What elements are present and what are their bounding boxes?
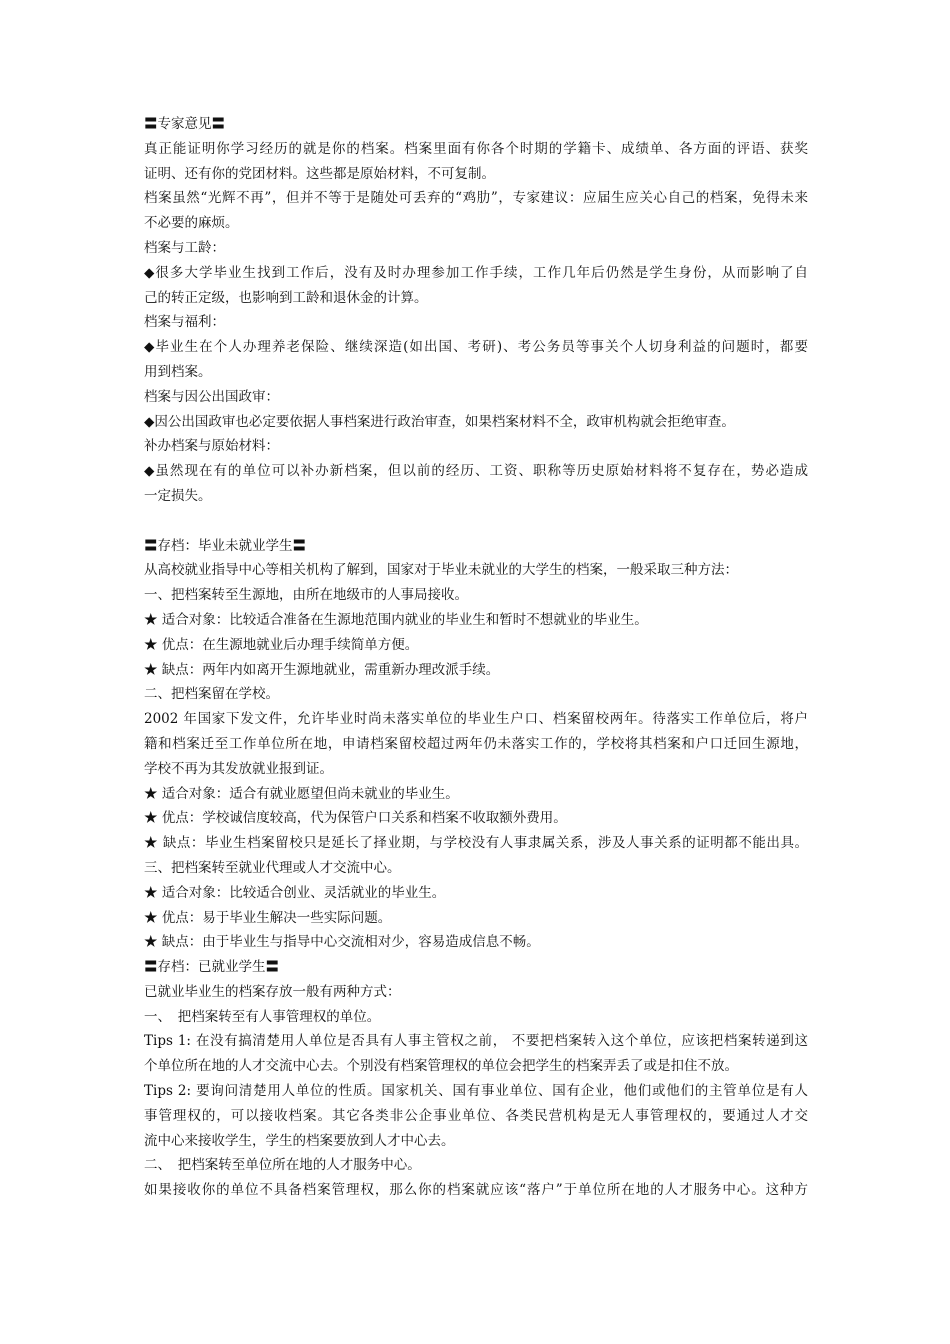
- text-line: 证明、还有你的党团材料。这些都是原始材料，不可复制。: [144, 165, 495, 182]
- text-line: 一、 把档案转至有人事管理权的单位。: [144, 1008, 381, 1025]
- text-line: ◆毕业生在个人办理养老保险、继续深造(如出国、考研)、考公务员等事关个人切身利益的问题时，都要: [144, 339, 808, 356]
- text-line: ★ 缺点：两年内如离开生源地就业，需重新办理改派手续。: [144, 661, 500, 678]
- text-line: ★ 缺点：毕业生档案留校只是延长了择业期，与学校没有人事隶属关系，涉及人事关系的证明都不能出具。: [144, 835, 808, 852]
- text-line: 〓存档：已就业学生〓: [144, 959, 279, 976]
- text-line: 不必要的麻烦。: [144, 215, 239, 232]
- text-line: 档案与因公出国政审：: [144, 388, 279, 405]
- text-line: Tips 2: 要询问清楚用人单位的性质。国家机关、国有事业单位、国有企业，他们或他们的主管单位是有人: [144, 1083, 808, 1100]
- text-line: 从高校就业指导中心等相关机构了解到，国家对于毕业未就业的大学生的档案，一般采取三种方法：: [144, 562, 738, 579]
- text-line: ◆很多大学毕业生找到工作后，没有及时办理参加工作手续，工作几年后仍然是学生身份，从而影响了自: [144, 264, 808, 281]
- text-line: 档案与工龄：: [144, 239, 225, 256]
- document-body: [144, 112, 808, 1203]
- text-line: 补办档案与原始材料：: [144, 438, 279, 455]
- text-line: 已就业毕业生的档案存放一般有两种方式：: [144, 983, 401, 1000]
- text-line: 一、把档案转至生源地，由所在地级市的人事局接收。: [144, 587, 468, 604]
- text-line: ◆因公出国政审也必定要依据人事档案进行政治审查，如果档案材料不全，政审机构就会拒绝审查。: [144, 413, 735, 430]
- text-line: 一定损失。: [144, 487, 212, 504]
- text-line: ★ 适合对象：比较适合创业、灵活就业的毕业生。: [144, 884, 446, 901]
- text-line: ★ 优点：学校诚信度较高，代为保管户口关系和档案不收取额外费用。: [144, 810, 567, 827]
- text-line: 2002 年国家下发文件，允许毕业时尚未落实单位的毕业生户口、档案留校两年。待落实工作单位后，将户: [144, 711, 808, 728]
- text-line: 流中心来接收学生，学生的档案要放到人才中心去。: [144, 1132, 455, 1149]
- text-line: 档案虽然“光辉不再”，但并不等于是随处可丢弃的“鸡肋”，专家建议：应届生应关心自己的档案，免得未来: [144, 190, 808, 207]
- blank-line: [144, 509, 808, 534]
- text-line: 二、把档案留在学校。: [144, 686, 279, 703]
- text-line: 籍和档案迁至工作单位所在地，申请档案留校超过两年仍未落实工作的，学校将其档案和户口迁回生源地，: [144, 735, 808, 752]
- text-line: 二、 把档案转至单位所在地的人才服务中心。: [144, 1157, 421, 1174]
- text-line: ★ 优点：易于毕业生解决一些实际问题。: [144, 909, 392, 926]
- text-line: 三、把档案转至就业代理或人才交流中心。: [144, 859, 401, 876]
- text-line: 如果接收你的单位不具备档案管理权，那么你的档案就应该“落户”于单位所在地的人才服务中心。这种方: [144, 1182, 808, 1199]
- text-line: ★ 缺点：由于毕业生与指导中心交流相对少，容易造成信息不畅。: [144, 934, 540, 951]
- text-line: 用到档案。: [144, 363, 212, 380]
- text-line: 〓专家意见〓: [144, 116, 225, 132]
- text-line: 〓存档：毕业未就业学生〓: [144, 537, 306, 554]
- text-line: ★ 适合对象：比较适合准备在生源地范围内就业的毕业生和暂时不想就业的毕业生。: [144, 611, 648, 628]
- text-line: Tips 1: 在没有搞清楚用人单位是否具有人事主管权之前， 不要把档案转入这个单位，应该把档案转递到这: [144, 1033, 808, 1050]
- text-line: 事管理权的，可以接收档案。其它各类非公企事业单位、各类民营机构是无人事管理权的，要通过人才交: [144, 1107, 808, 1124]
- text-line: 真正能证明你学习经历的就是你的档案。档案里面有你各个时期的学籍卡、成绩单、各方面的评语、获奖: [144, 140, 808, 157]
- text-line: 档案与福利：: [144, 314, 225, 331]
- text-line: ★ 适合对象：适合有就业愿望但尚未就业的毕业生。: [144, 785, 459, 802]
- text-line: 个单位所在地的人才交流中心去。个别没有档案管理权的单位会把学生的档案弄丢了或是扣住不放。: [144, 1058, 738, 1075]
- text-line: ★ 优点：在生源地就业后办理手续简单方便。: [144, 636, 419, 653]
- text-line: 己的转正定级，也影响到工龄和退休金的计算。: [144, 289, 428, 306]
- text-line: ◆虽然现在有的单位可以补办新档案，但以前的经历、工资、职称等历史原始材料将不复存在，势必造成: [144, 463, 808, 480]
- text-line: 学校不再为其发放就业报到证。: [144, 760, 333, 777]
